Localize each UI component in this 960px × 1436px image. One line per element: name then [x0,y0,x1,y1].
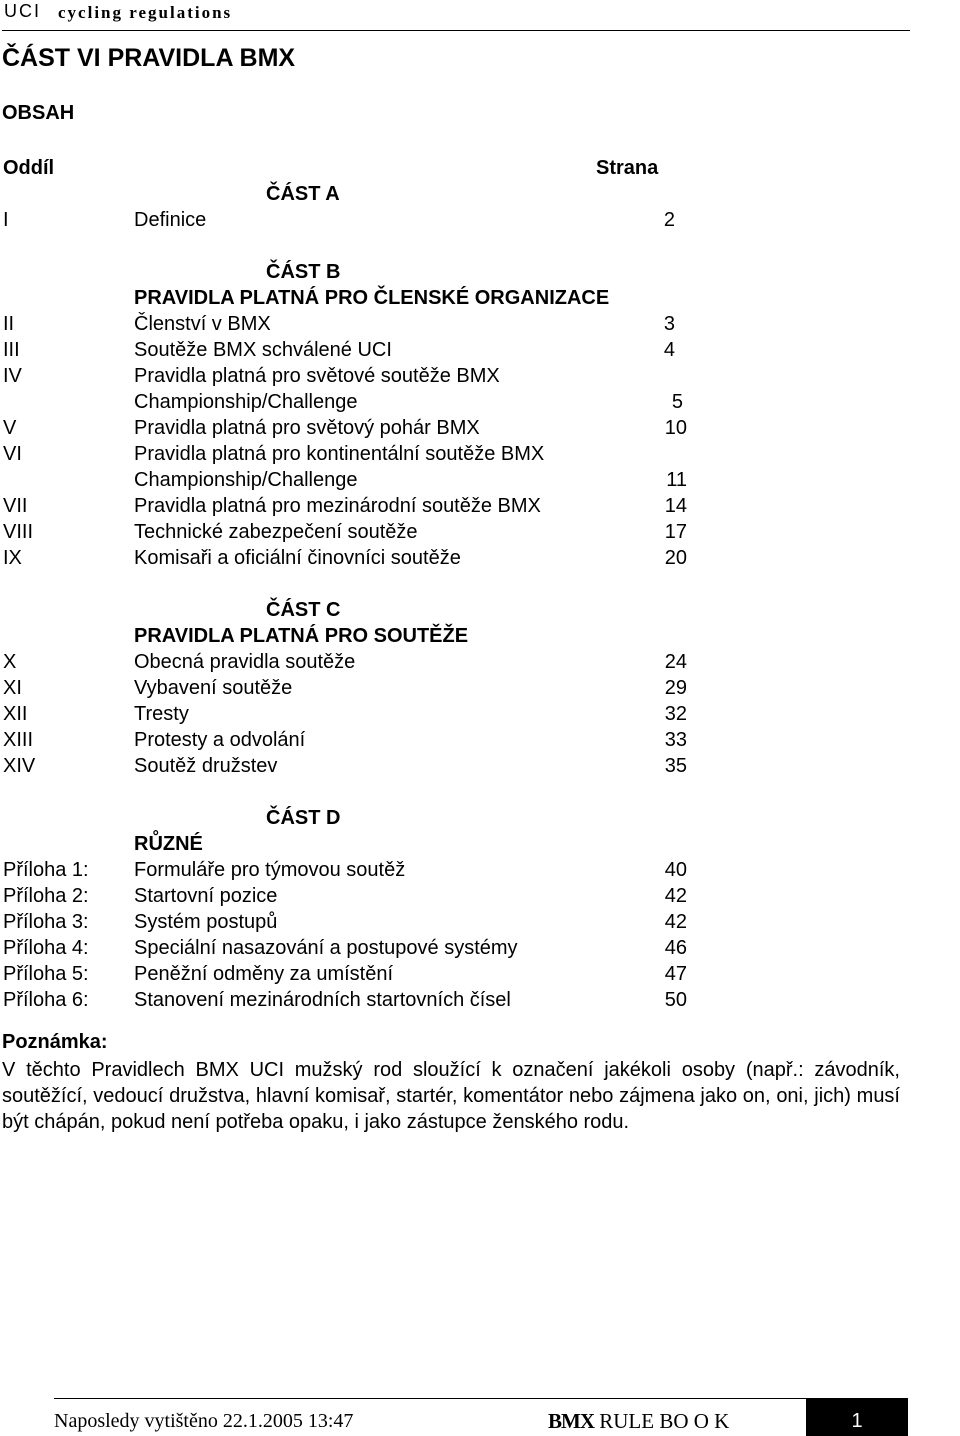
toc-page-number: 42 [664,885,687,907]
part-a-heading: ČÁST A [266,183,340,205]
toc-row[interactable] [0,859,700,885]
toc-page-number: 33 [664,729,687,751]
note-body: V těchto Pravidlech BMX UCI mužský rod sloužící k označení jakékoli osoby (např.: závodník, soutěžící, vedoucí družstva, hlavní komisař, startér, komentátor nebo zájmena jako on, oni, jich) musí být chápán, pokud není potřeba opaku, i jako zástupce ženského rodu. [2,1059,900,1133]
toc-row[interactable] [0,521,700,547]
part-b-heading: ČÁST B [266,261,341,283]
toc-section-title: Championship/Challenge [134,391,358,413]
toc-page-number: 29 [664,677,687,699]
toc-appendix-number: Příloha 5: [3,963,89,985]
toc-row[interactable] [0,443,700,469]
toc-page-number: 10 [664,417,687,439]
toc-appendix-number: Příloha 6: [3,989,89,1011]
toc-section-title: Vybavení soutěže [134,677,293,699]
col-header-page: Strana [596,157,659,179]
toc-appendix-number: Příloha 1: [3,859,89,881]
footer-rule [54,1398,906,1399]
toc-section-number: II [3,313,15,335]
toc-section-title: Championship/Challenge [134,469,358,491]
part-c-heading: ČÁST C [266,599,341,621]
toc-page-number: 14 [664,495,687,517]
toc-page-number: 40 [664,859,687,881]
toc-section-number: I [3,209,9,231]
part-c-subheading: PRAVIDLA PLATNÁ PRO SOUTĚŽE [134,625,469,647]
toc-appendix-title: Startovní pozice [134,885,278,907]
toc-page-number: 4 [663,339,675,361]
toc-row[interactable] [0,703,700,729]
toc-row[interactable] [0,729,700,755]
footer-printed-date: Naposledy vytištěno 22.1.2005 13:47 [54,1410,354,1432]
toc-row[interactable] [0,911,700,937]
toc-section-number: III [3,339,20,361]
toc-section-title: Pravidla platná pro kontinentální soutěže BMX [134,443,545,465]
toc-section-title: Pravidla platná pro světový pohár BMX [134,417,480,439]
toc-row[interactable] [0,963,700,989]
toc-page-number: 46 [664,937,687,959]
toc-row[interactable] [0,209,688,235]
toc-page-number: 50 [664,989,687,1011]
toc-section-title: Protesty a odvolání [134,729,306,751]
toc-page-number: 2 [663,209,675,231]
toc-row[interactable] [0,677,700,703]
toc-row-continuation[interactable] [0,391,696,417]
toc-row[interactable] [0,313,688,339]
toc-page-number: 11 [666,469,687,491]
toc-section-number: VII [3,495,28,517]
page-title: ČÁST VI PRAVIDLA BMX [2,44,296,72]
page-header [2,0,910,31]
part-d-heading: ČÁST D [266,807,341,829]
header-org: UCI [4,1,41,21]
toc-page-number: 35 [664,755,687,777]
toc-row-continuation[interactable] [0,469,700,495]
toc-section-number: X [3,651,17,673]
contents-label: OBSAH [2,102,75,124]
toc-section-number: XII [3,703,28,725]
toc-section-number: XIII [3,729,34,751]
toc-section-title: Komisaři a oficiální činovníci soutěže [134,547,461,569]
toc-row[interactable] [0,417,700,443]
toc-page-number: 24 [664,651,687,673]
toc-appendix-number: Příloha 4: [3,937,89,959]
toc-row[interactable] [0,495,700,521]
toc-page-number: 17 [664,521,687,543]
toc-appendix-title: Peněžní odměny za umístění [134,963,394,985]
toc-section-title: Členství v BMX [134,313,271,335]
part-d-subheading: RŮZNÉ [134,833,203,855]
col-header-section: Oddíl [3,157,55,179]
footer-book-title [548,1409,729,1434]
toc-section-number: IV [3,365,22,387]
toc-row[interactable] [0,339,688,365]
toc-appendix-title: Systém postupů [134,911,278,933]
toc-section-number: VI [3,443,22,465]
toc-section-number: XI [3,677,22,699]
toc-page-number: 5 [671,391,683,413]
toc-section-title: Obecná pravidla soutěže [134,651,356,673]
toc-row[interactable] [0,365,700,391]
toc-page-number: 42 [664,911,687,933]
toc-section-title: Pravidla platná pro mezinárodní soutěže BMX [134,495,541,517]
footer-book-title-bold: BMX [548,1409,594,1433]
toc-page-number: 47 [664,963,687,985]
toc-section-title: Tresty [134,703,189,725]
toc-appendix-title: Stanovení mezinárodních startovních čísel [134,989,511,1011]
toc-row[interactable] [0,937,700,963]
header-doc-title: cycling regulations [58,3,233,22]
toc-appendix-title: Formuláře pro týmovou soutěž [134,859,406,881]
toc-row[interactable] [0,885,700,911]
toc-appendix-number: Příloha 3: [3,911,89,933]
toc-row[interactable] [0,989,700,1015]
toc-section-number: XIV [3,755,36,777]
toc-row[interactable] [0,547,700,573]
toc-page-number: 3 [663,313,675,335]
footer-page-number: 1 [851,1410,863,1432]
toc-section-title: Soutěže BMX schválené UCI [134,339,392,361]
toc-appendix-number: Příloha 2: [3,885,89,907]
toc-row[interactable] [0,651,700,677]
toc-appendix-title: Speciální nasazování a postupové systémy [134,937,518,959]
footer-book-title-rest: RULE BO O K [594,1409,730,1433]
toc-page-number: 20 [664,547,687,569]
toc-section-title: Definice [134,209,207,231]
toc-page-number: 32 [664,703,687,725]
toc-section-title: Technické zabezpečení soutěže [134,521,418,543]
toc-section-number: VIII [3,521,34,543]
note-title: Poznámka: [2,1031,108,1053]
toc-section-title: Soutěž družstev [134,755,278,777]
part-b-subheading: PRAVIDLA PLATNÁ PRO ČLENSKÉ ORGANIZACE [134,287,610,309]
toc-section-title: Pravidla platná pro světové soutěže BMX [134,365,500,387]
toc-row[interactable] [0,755,700,781]
toc-section-number: V [3,417,17,439]
toc-section-number: IX [3,547,22,569]
